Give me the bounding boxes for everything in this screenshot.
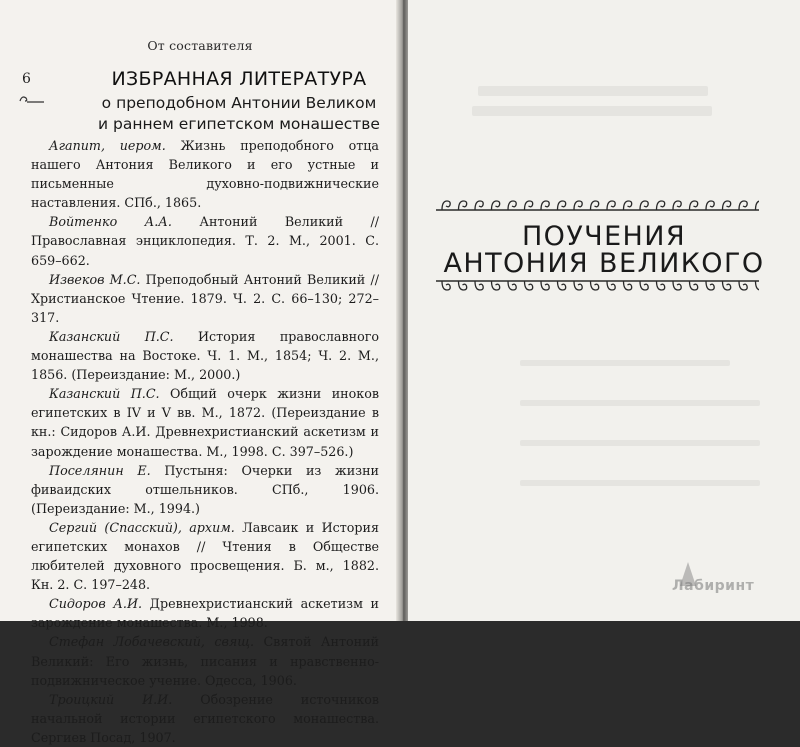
bibliography-entry: [31, 136, 379, 212]
entry-author: Стефан Лобачевский, свящ.: [49, 634, 255, 650]
scroll-curl: [723, 281, 731, 290]
entry-text: Древнехристианский аскетизм и зарождение монашества. М., 1998.: [31, 596, 379, 631]
bibliography-entry: [31, 327, 379, 384]
scroll-curl: [558, 281, 566, 290]
entry-author: Казанский П.С.: [49, 386, 160, 402]
scroll-curl: [525, 201, 533, 210]
scroll-curl: [492, 201, 500, 210]
scroll-curl: [574, 281, 582, 290]
scroll-curl: [657, 281, 665, 290]
entry-text: Преподобный Антоний Великий // Христианское Чтение. 1879. Ч. 2. С. 66–130; 272–317.: [31, 271, 379, 325]
bibliography-entry: [31, 632, 379, 689]
show-through-text: [520, 480, 760, 486]
entry-text: Пустыня: Очерки из жизни фиваидских отшельников. СПб., 1906. (Переиздание: М., 1994.): [31, 462, 379, 516]
scroll-curl: [607, 281, 615, 290]
page-number: 6: [22, 71, 31, 87]
scroll-curl: [690, 281, 698, 290]
scroll-curl: [673, 281, 681, 290]
scroll-curl: [739, 281, 747, 290]
section-title-line-1: ПОУЧЕНИЯ: [521, 221, 687, 252]
scroll-curl: [624, 201, 632, 210]
entry-text: Жизнь преподобного отца нашего Антония Великого и его устные и письменные духовно-подвижнические наставления. СПб., 1865.: [31, 138, 379, 211]
scroll-curl: [558, 201, 566, 210]
watermark-text: Лабиринт: [672, 578, 755, 594]
entry-author: Сидоров А.И.: [49, 596, 143, 612]
bibliography-entry: [31, 690, 379, 747]
entry-author: Агапит, иером.: [49, 138, 166, 153]
scroll-curl: [756, 201, 760, 210]
scroll-curl: [690, 201, 698, 210]
scroll-curl: [756, 281, 760, 290]
scroll-curl: [492, 281, 500, 290]
scroll-curl: [706, 281, 714, 290]
scroll-curl: [525, 281, 533, 290]
scroll-curl: [591, 281, 599, 290]
scroll-curl: [624, 281, 632, 290]
show-through-text: [478, 86, 708, 96]
scroll-curl: [640, 281, 648, 290]
scroll-curl: [574, 201, 582, 210]
entry-text: Обозрение источников начальной истории египетского монашества. Сергиев Посад, 1907.: [31, 691, 379, 745]
bibliography-entry: [31, 384, 379, 460]
scroll-curl: [657, 201, 665, 210]
scroll-curl: [723, 201, 731, 210]
bibliography-entry: [31, 212, 379, 269]
scroll-curl: [442, 281, 450, 290]
bibliography-list: [31, 136, 379, 747]
scroll-curl: [475, 201, 483, 210]
entry-text: Святой Антоний Великий: Его жизнь, писания и нравственно-подвижническое учение. Одесса, 1906.: [31, 634, 379, 688]
scroll-curl: [739, 201, 747, 210]
section-title-line-2: АНТОНИЯ ВЕЛИКОГО: [443, 248, 765, 279]
show-through-text: [520, 400, 760, 406]
scroll-curl: [508, 281, 516, 290]
scroll-curl: [706, 201, 714, 210]
subtitle-line-1: о преподобном Антонии Великом: [101, 94, 377, 112]
scroll-border-bottom-icon: [436, 275, 759, 299]
scroll-curl: [459, 281, 467, 290]
entry-author: Троицкий И.И.: [49, 691, 173, 707]
entry-text: Лавсаик и История египетских монахов // Чтения в Обществе любителей духовного просвещения. Б. м., 1882. Кн. 2. С. 197–248.: [31, 519, 379, 593]
scroll-curl: [475, 281, 483, 290]
show-through-text: [472, 106, 712, 116]
scroll-curl: [640, 201, 648, 210]
scroll-curl: [541, 281, 549, 290]
bibliography-entry: [31, 270, 379, 327]
entry-author: Извеков М.С.: [49, 271, 141, 287]
show-through-text: [520, 360, 730, 366]
entry-text: Антоний Великий // Православная энциклопедия. Т. 2. М., 2001. С. 659–662.: [31, 214, 379, 268]
scroll-curl: [673, 201, 681, 210]
bibliography-entry: [31, 518, 379, 594]
entry-text: История православного монашества на Востоке. Ч. 1. М., 1854; Ч. 2. М., 1856. (Переиздание: М., 2000.): [31, 328, 379, 383]
bibliography-entry: [31, 461, 379, 518]
entry-author: Сергий (Спасский), архим.: [49, 519, 235, 535]
entry-author: Поселянин Е.: [49, 462, 151, 478]
bibliography-entry: [31, 594, 379, 632]
page-title: ИЗБРАННАЯ ЛИТЕРАТУРА: [111, 68, 367, 90]
subtitle-line-2: и раннем египетском монашестве: [98, 115, 380, 133]
running-head: От составителя: [147, 38, 253, 53]
scroll-border-top-icon: [436, 192, 759, 216]
scroll-curl: [607, 201, 615, 210]
entry-author: Войтенко А.А.: [49, 214, 172, 230]
entry-text: Общий очерк жизни иноков египетских в IV и V вв. М., 1872. (Переиздание в кн.: Сидоров А.И. Древнехристианский аскетизм и зарождение монашества. М., 1998. С. 397–526.): [31, 386, 379, 459]
scroll-curl: [459, 201, 467, 210]
entry-author: Казанский П.С.: [49, 328, 174, 344]
scroll-curl: [508, 201, 516, 210]
scroll-ornament-icon: [18, 93, 46, 105]
scroll-curl: [442, 201, 450, 210]
scroll-curl: [591, 201, 599, 210]
scroll-curl: [541, 201, 549, 210]
show-through-text: [520, 440, 760, 446]
